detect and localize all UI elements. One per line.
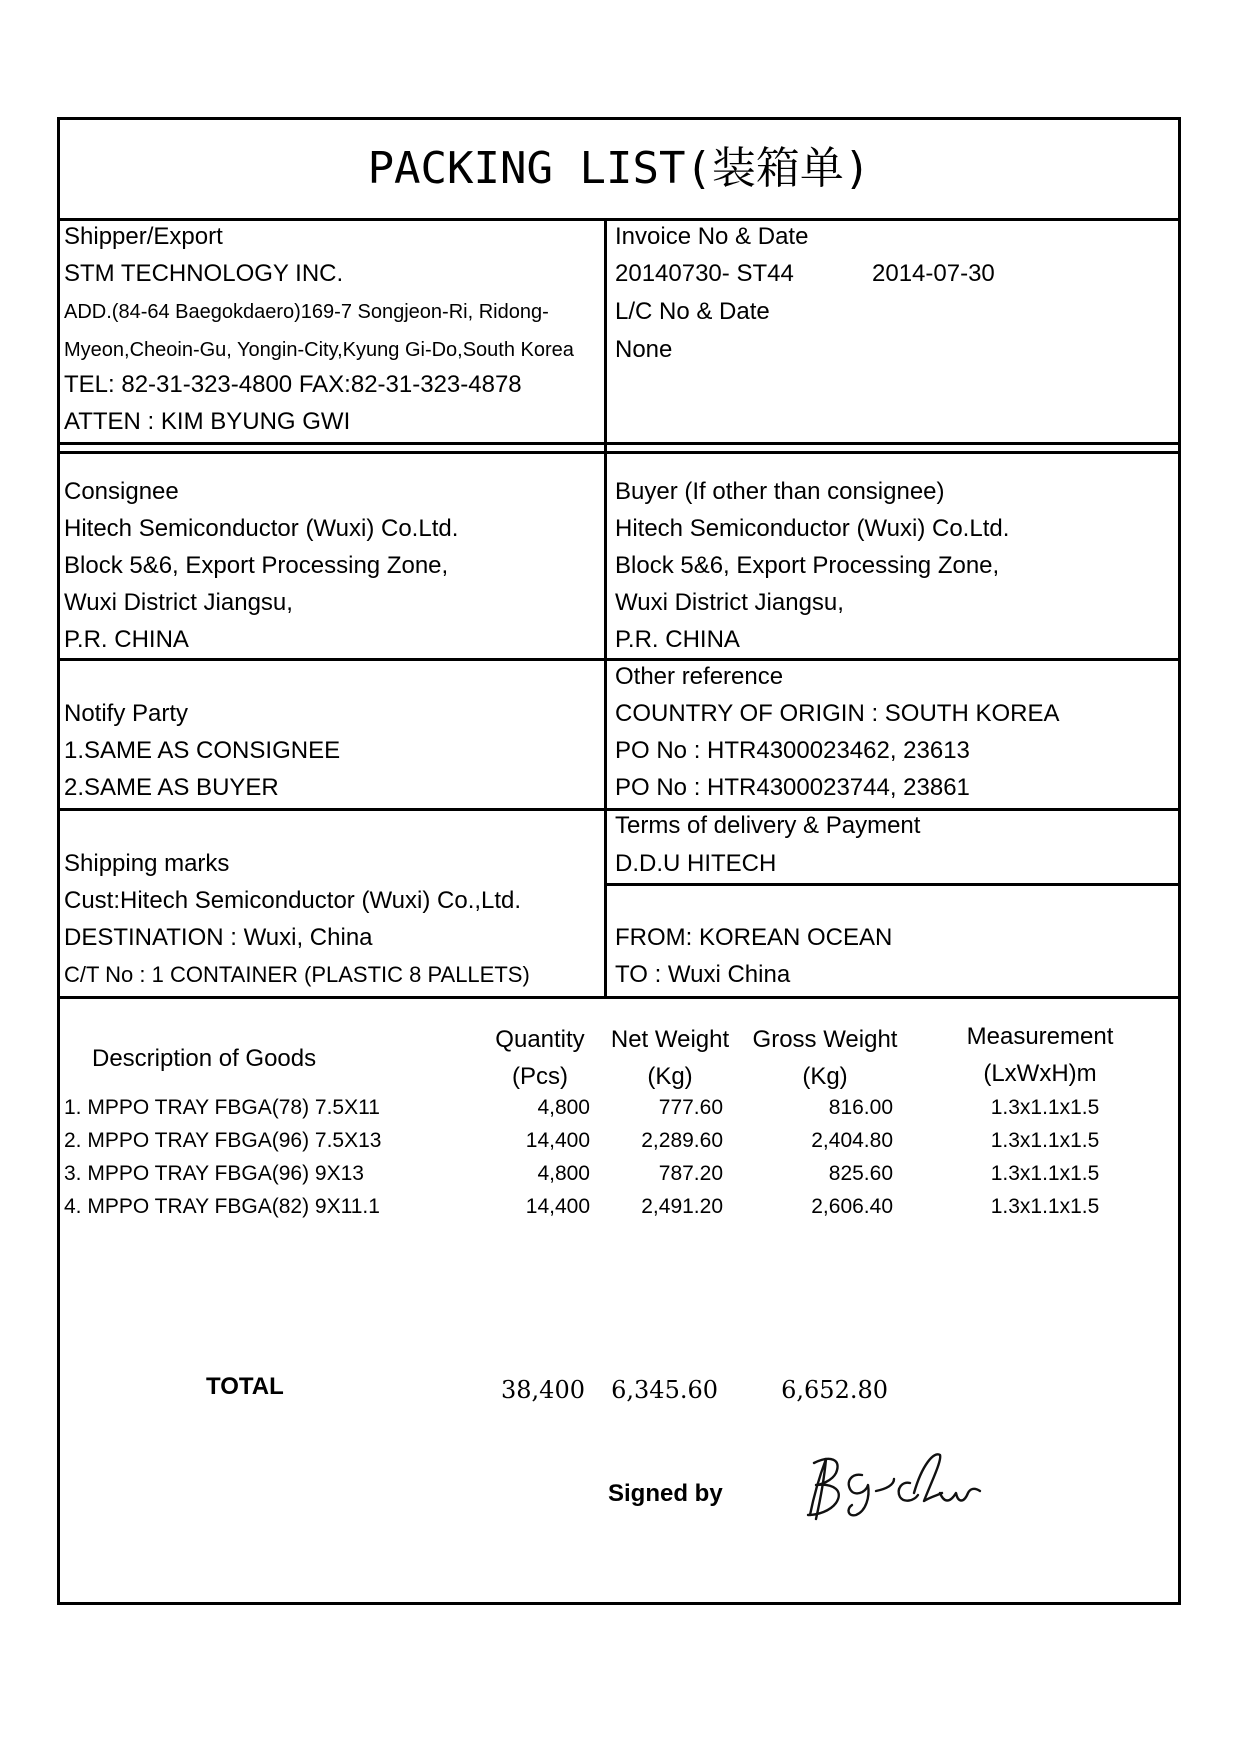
goods-description: 2. MPPO TRAY FBGA(96) 7.5X13 [64,1129,382,1152]
consignee-address-line-2: Wuxi District Jiangsu, [64,589,293,616]
shipper-name: STM TECHNOLOGY INC. [64,260,344,287]
total-gross-weight: 6,652.80 [781,1376,888,1404]
goods-net-weight: 777.60 [658,1096,723,1119]
invoice-number: 20140730- ST44 [615,260,794,287]
buyer-address-line-2: Wuxi District Jiangsu, [615,589,844,616]
goods-net-weight: 2,289.60 [641,1129,723,1152]
terms-label: Terms of delivery & Payment [615,812,921,839]
goods-measurement: 1.3x1.1x1.5 [990,1129,1100,1152]
goods-description: 1. MPPO TRAY FBGA(78) 7.5X11 [64,1096,380,1119]
total-label: TOTAL [206,1373,284,1400]
po-number-1: PO No : HTR4300023462, 23613 [615,737,970,764]
divider [60,451,1178,454]
goods-measurement: 1.3x1.1x1.5 [990,1096,1100,1119]
divider [606,883,1178,886]
buyer-address-line-1: Block 5&6, Export Processing Zone, [615,552,1000,579]
goods-quantity: 14,400 [525,1195,590,1218]
invoice-date: 2014-07-30 [872,260,995,287]
route-to: TO : Wuxi China [615,961,791,988]
goods-gross-weight: 825.60 [828,1162,893,1185]
other-reference-label: Other reference [615,663,784,690]
goods-quantity: 14,400 [525,1129,590,1152]
shipping-marks-destination: DESTINATION : Wuxi, China [64,924,373,951]
shipper-address-line-2: Myeon,Cheoin-Gu, Yongin-City,Kyung Gi-Do,South Korea [64,339,574,361]
po-number-2: PO No : HTR4300023744, 23861 [615,774,970,801]
header-gross-weight-unit: (Kg) [802,1063,848,1090]
goods-quantity: 4,800 [537,1162,590,1185]
header-net-weight-unit: (Kg) [647,1063,693,1090]
shipper-tel-fax: TEL: 82-31-323-4800 FAX:82-31-323-4878 [64,371,522,398]
total-quantity: 38,400 [501,1376,585,1404]
total-net-weight: 6,345.60 [611,1376,718,1404]
header-quantity: Quantity [495,1026,585,1053]
divider [60,442,1178,445]
column-divider [604,218,607,999]
shipping-marks-customer: Cust:Hitech Semiconductor (Wuxi) Co.,Ltd. [64,887,522,914]
packing-list-frame [57,117,1181,1605]
goods-measurement: 1.3x1.1x1.5 [990,1195,1100,1218]
shipper-label: Shipper/Export [64,223,223,250]
goods-measurement: 1.3x1.1x1.5 [990,1162,1100,1185]
handwritten-signature [790,1445,1010,1535]
goods-net-weight: 2,491.20 [641,1195,723,1218]
divider [60,808,1178,811]
signed-by-label: Signed by [608,1480,723,1507]
divider [60,996,1178,999]
header-net-weight: Net Weight [610,1026,730,1053]
consignee-label: Consignee [64,478,179,505]
goods-net-weight: 787.20 [658,1162,723,1185]
shipping-marks-carton: C/T No : 1 CONTAINER (PLASTIC 8 PALLETS) [64,962,530,987]
notify-line-2: 2.SAME AS BUYER [64,774,279,801]
buyer-name: Hitech Semiconductor (Wuxi) Co.Ltd. [615,515,1010,542]
goods-gross-weight: 816.00 [828,1096,893,1119]
consignee-country: P.R. CHINA [64,626,189,653]
shipper-atten: ATTEN : KIM BYUNG GWI [64,408,351,435]
goods-row [60,1193,1178,1223]
header-measurement: Measurement [966,1023,1114,1050]
terms-value: D.D.U HITECH [615,850,777,877]
notify-label: Notify Party [64,700,189,727]
shipping-marks-label: Shipping marks [64,850,230,877]
country-of-origin: COUNTRY OF ORIGIN : SOUTH KOREA [615,700,1060,727]
consignee-name: Hitech Semiconductor (Wuxi) Co.Ltd. [64,515,459,542]
goods-row [60,1127,1178,1157]
page-title: PACKING LIST(装箱单) [367,143,871,194]
goods-description: 4. MPPO TRAY FBGA(82) 9X11.1 [64,1195,380,1218]
invoice-label: Invoice No & Date [615,223,809,250]
goods-row [60,1160,1178,1190]
goods-gross-weight: 2,606.40 [811,1195,893,1218]
goods-description: 3. MPPO TRAY FBGA(96) 9X13 [64,1162,364,1185]
buyer-country: P.R. CHINA [615,626,740,653]
lc-value: None [615,336,673,363]
goods-quantity: 4,800 [537,1096,590,1119]
notify-line-1: 1.SAME AS CONSIGNEE [64,737,341,764]
buyer-label: Buyer (If other than consignee) [615,478,945,505]
header-gross-weight: Gross Weight [752,1026,898,1053]
divider [60,658,1178,661]
header-measurement-unit: (LxWxH)m [983,1060,1097,1087]
consignee-address-line-1: Block 5&6, Export Processing Zone, [64,552,449,579]
lc-label: L/C No & Date [615,298,770,325]
divider [60,218,1178,221]
shipper-address-line-1: ADD.(84-64 Baegokdaero)169-7 Songjeon-Ri, Ridong- [64,301,549,323]
route-from: FROM: KOREAN OCEAN [615,924,893,951]
header-quantity-unit: (Pcs) [512,1063,568,1090]
goods-gross-weight: 2,404.80 [811,1129,893,1152]
goods-row [60,1094,1178,1124]
header-description: Description of Goods [92,1045,317,1072]
